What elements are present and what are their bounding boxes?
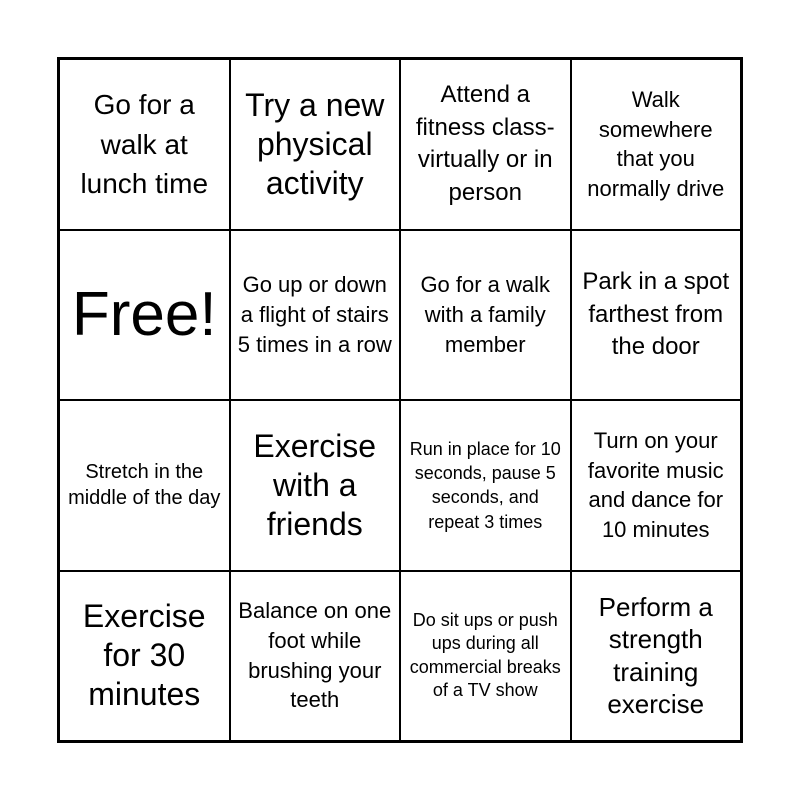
cell-text: Perform a strength training exercise bbox=[598, 591, 713, 720]
cell-text: Stretch in the middle of the day bbox=[68, 461, 221, 510]
cell-text: Walk somewhere that you normally drive bbox=[587, 86, 725, 201]
cell-text: Exercise with a friends bbox=[253, 427, 377, 542]
bingo-cell[interactable] bbox=[571, 571, 742, 742]
cell-text: Try a new physical activity bbox=[245, 86, 385, 201]
bingo-cell[interactable] bbox=[400, 230, 571, 401]
bingo-cell[interactable] bbox=[59, 59, 230, 230]
bingo-cell[interactable] bbox=[230, 400, 401, 571]
bingo-cell[interactable] bbox=[400, 571, 571, 742]
bingo-cell[interactable] bbox=[59, 400, 230, 571]
cell-text: Park in a spot farthest from the door bbox=[582, 268, 730, 360]
cell-text: Balance on one foot while brushing your teeth bbox=[238, 598, 392, 713]
cell-text: Free! bbox=[71, 279, 217, 349]
cell-text: Go for a walk with a family member bbox=[420, 272, 551, 357]
bingo-free-cell[interactable] bbox=[59, 230, 230, 401]
cell-text: Go for a walk at lunch time bbox=[80, 89, 209, 199]
cell-text: Attend a fitness class- virtually or in person bbox=[415, 81, 555, 206]
bingo-cell[interactable] bbox=[571, 59, 742, 230]
cell-text: Do sit ups or push ups during all commercial breaks of a TV show bbox=[409, 609, 561, 701]
cell-text: Exercise for 30 minutes bbox=[82, 598, 206, 713]
bingo-cell[interactable] bbox=[400, 59, 571, 230]
bingo-cell[interactable] bbox=[571, 400, 742, 571]
bingo-cell[interactable] bbox=[230, 59, 401, 230]
bingo-cell[interactable] bbox=[59, 571, 230, 742]
cell-text: Go up or down a flight of stairs 5 times in a row bbox=[237, 272, 392, 357]
cell-text: Turn on your favorite music and dance for 10 minutes bbox=[587, 427, 724, 542]
bingo-cell[interactable] bbox=[571, 230, 742, 401]
bingo-cell[interactable] bbox=[400, 400, 571, 571]
cell-text: Run in place for 10 seconds, pause 5 seconds, and repeat 3 times bbox=[409, 438, 561, 532]
bingo-cell[interactable] bbox=[230, 230, 401, 401]
bingo-cell[interactable] bbox=[230, 571, 401, 742]
bingo-board bbox=[57, 57, 743, 743]
